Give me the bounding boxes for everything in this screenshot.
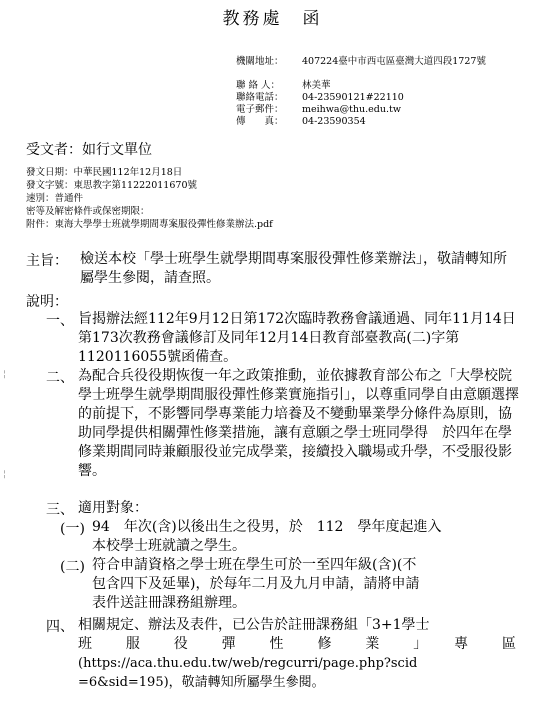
item-3-sub-1-number: (一) <box>60 521 85 537</box>
urgency: 速別：普通件 <box>26 193 84 204</box>
binding-mark: ╎ <box>2 470 7 479</box>
contact-address-label: 機關地址： <box>236 56 284 67</box>
item-4-number: 四、 <box>46 619 74 635</box>
contact-phone-value: 04-23590121#22110 <box>302 92 404 103</box>
item-3-sub-2-line-2: 包含四下及延畢)，於每年二月及九月申請，請將申請 <box>92 576 420 592</box>
item-2-number: 二、 <box>46 370 74 386</box>
contact-email-label: 電子郵件： <box>236 104 284 115</box>
item-1-number: 一、 <box>46 313 74 329</box>
contact-phone-label: 聯絡電話： <box>236 92 284 103</box>
binding-mark: ╎ <box>2 370 7 379</box>
item-3-sub-2-number: (二) <box>60 559 85 575</box>
item-4-line-1: 相關規定、辦法及表件，已公告於註冊課務組「3+1學士 <box>78 617 430 633</box>
document-title: 教務處 函 <box>222 9 323 29</box>
item-4-line-2: 班 服 役 彈 性 修 業 」 專 區 <box>78 636 516 652</box>
contact-fax-value: 04-23590354 <box>302 116 366 127</box>
item-3-number: 三、 <box>46 502 74 518</box>
item-4-url-line-1[interactable]: (https://aca.thu.edu.tw/web/regcurri/page.php?scid <box>78 656 418 671</box>
contact-person-value: 林美華 <box>302 80 331 91</box>
item-3-sub-2-line-3: 表件送註冊課務組辦理。 <box>92 595 246 611</box>
contact-email-value[interactable]: meihwa@thu.edu.tw <box>302 104 401 115</box>
recipient: 受文者：如行文單位 <box>26 142 152 158</box>
item-3-sub-2-line-1: 符合申請資格之學士班在學生可於一至四年級(含)(不 <box>92 557 417 573</box>
attachment-link[interactable]: 附件：東海大學學士班就學期間專案服役彈性修業辦法.pdf <box>26 219 273 230</box>
document-number: 發文字號：東思教字第11222011670號 <box>26 180 197 191</box>
contact-fax-label: 傳 真： <box>236 116 284 127</box>
contact-address-value: 407224臺中市西屯區臺灣大道四段1727號 <box>302 56 486 67</box>
explanation-label: 說明： <box>26 294 68 310</box>
item-3-label: 適用對象： <box>78 500 148 516</box>
item-1-text: 旨揭辦法經112年9月12日第172次臨時教務會議通過、同年11月14日第173次教務會議修訂及同年12月14日教育部臺教高(二)字第1120116055號函備查。 <box>78 311 516 365</box>
confidentiality: 密等及解密條件或保密期限： <box>26 206 150 217</box>
contact-person-label: 聯 絡 人： <box>236 80 281 91</box>
item-4-url-line-2: =6&sid=195)，敬請轉知所屬學生參閱。 <box>78 675 325 690</box>
item-3-sub-1-line-1: 94 年次(含)以後出生之役男，於 112 學年度起進入 <box>92 519 442 535</box>
issue-date: 發文日期：中華民國112年12月18日 <box>26 167 183 178</box>
subject-label: 主旨： <box>26 253 68 269</box>
item-2-text: 為配合兵役役期恢復一年之政策推動，並依據教育部公布之「大學校院學士班學生就學期間服役彈性修業實施指引」，以尊重同學自由意願選擇的前提下，不影響同學專業能力培養及不變動畢業學分條件為原則，協助同學提供相關彈性修業措施，讓有意願之學士班同學得 於四年在學修業期間同時兼顧服役並完成學業，接續投入職場或升學，不受服役影響。 <box>78 368 519 479</box>
item-3-sub-1-line-2: 本校學士班就讀之學生。 <box>92 538 246 554</box>
subject-text: 檢送本校「學士班學生就學期間專案服役彈性修業辦法」，敬請轉知所屬學生參閱，請查照。 <box>80 251 507 286</box>
